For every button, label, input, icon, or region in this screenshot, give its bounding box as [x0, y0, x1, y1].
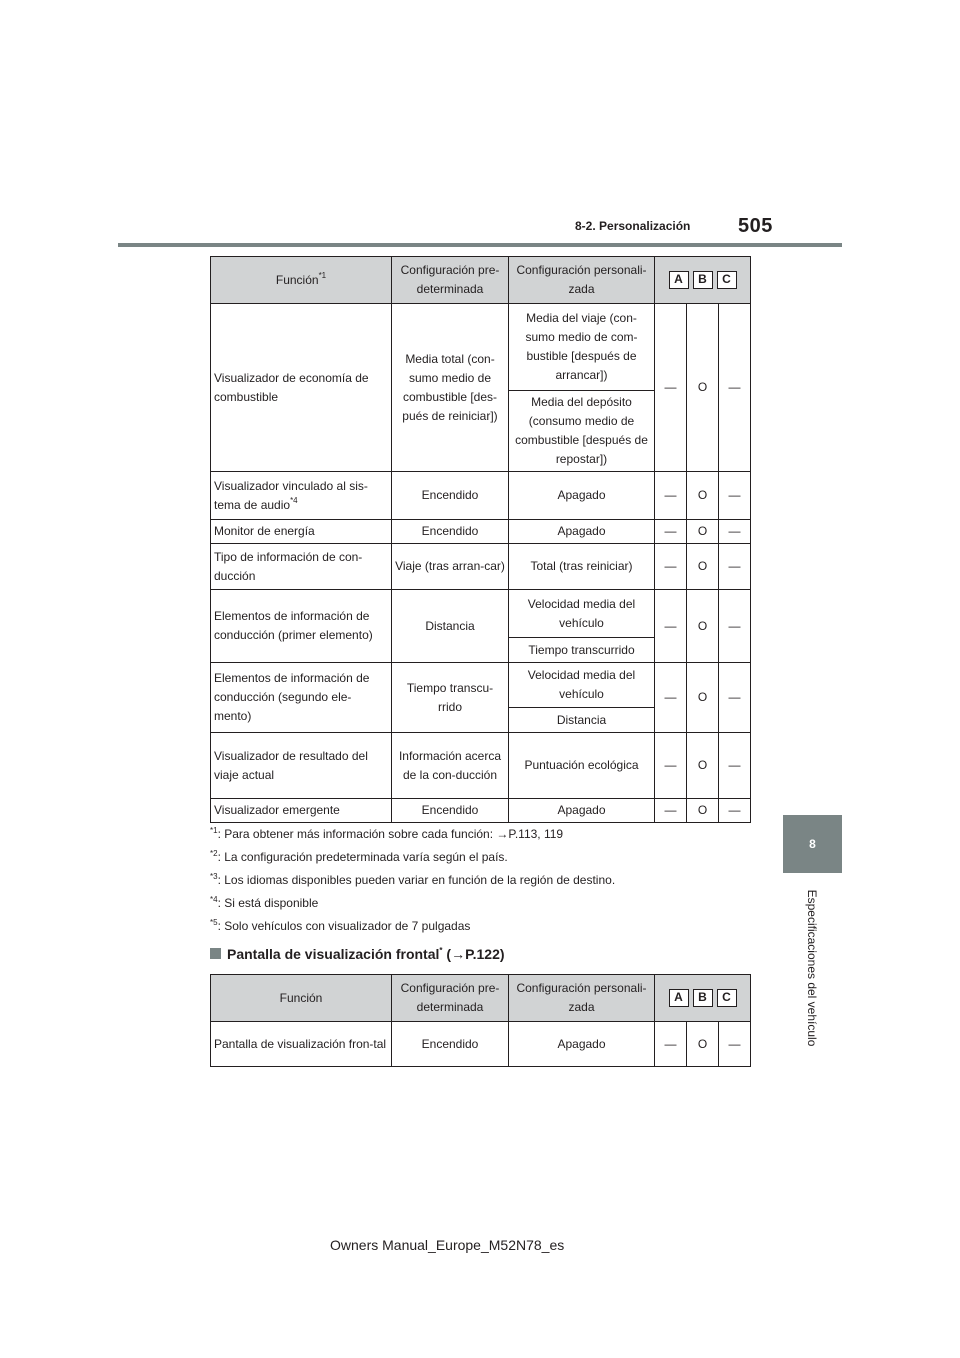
- footnotes: [210, 826, 770, 941]
- chapter-tab[interactable]: 8: [783, 815, 842, 873]
- cell-default: Encendido: [392, 472, 509, 520]
- table-row: [211, 472, 751, 520]
- footnote: $^{*4}$: Si está disponible: [210, 895, 319, 910]
- footer-text: Owners Manual_Europe_M52N78_es: [330, 1237, 565, 1253]
- cell-custom: Puntuación ecológica: [509, 733, 655, 799]
- table-header-row: [211, 975, 751, 1022]
- header-function: Función: [211, 975, 392, 1022]
- table-row: [211, 304, 751, 391]
- cell-b: O: [687, 520, 719, 544]
- page-number: 505: [738, 215, 773, 237]
- header-abc: [655, 975, 751, 1022]
- cell-default: Distancia: [392, 590, 509, 663]
- cell-b: O: [687, 799, 719, 823]
- cell-custom: Tiempo transcurrido: [509, 638, 655, 663]
- cell-a: —: [655, 733, 687, 799]
- table-row: [211, 663, 751, 708]
- cell-default: Encendido: [392, 520, 509, 544]
- cell-default: Encendido: [392, 1022, 509, 1067]
- cell-function: Elementos de información de conducción (primer elemento): [211, 590, 392, 663]
- table-header-row: [211, 257, 751, 304]
- cell-a: —: [655, 304, 687, 472]
- cell-b: O: [687, 472, 719, 520]
- cell-function: Elementos de información de conducción (segundo ele-mento): [211, 663, 392, 733]
- table-row: [211, 733, 751, 799]
- cell-custom: Media del viaje (con-sumo medio de com-bustible [después de arrancar]): [509, 304, 655, 391]
- square-bullet-icon: [210, 948, 221, 959]
- footnote: $^{*3}$: Los idiomas disponibles pueden variar en función de la región de destino.: [210, 872, 616, 887]
- cell-c: —: [719, 304, 751, 472]
- cell-default: Viaje (tras arran-car): [392, 544, 509, 590]
- cell-custom: Velocidad media del vehículo: [509, 663, 655, 708]
- cell-c: —: [719, 520, 751, 544]
- cell-b: O: [687, 1022, 719, 1067]
- cell-custom: Apagado: [509, 799, 655, 823]
- header-function: Función$^{*1}$: [211, 257, 392, 304]
- footnote: $^{*5}$: Solo vehículos con visualizador de 7 pulgadas: [210, 918, 471, 933]
- cell-a: —: [655, 520, 687, 544]
- hud-table: [210, 974, 751, 1067]
- table-row: [211, 520, 751, 544]
- cell-b: O: [687, 544, 719, 590]
- cell-c: —: [719, 590, 751, 663]
- footnote: $^{*1}$: Para obtener más información sobre cada función: →P.113, 119: [210, 826, 564, 841]
- cell-c: —: [719, 1022, 751, 1067]
- cell-c: —: [719, 733, 751, 799]
- cell-custom: Media del depósito (consumo medio de combustible [después de repostar]): [509, 391, 655, 472]
- table-row: [211, 1022, 751, 1067]
- cell-custom: Total (tras reiniciar): [509, 544, 655, 590]
- table-row: [211, 544, 751, 590]
- column-a-label: A: [669, 989, 689, 1007]
- cell-function: Pantalla de visualización fron-tal: [211, 1022, 392, 1067]
- cell-a: —: [655, 663, 687, 733]
- cell-a: —: [655, 799, 687, 823]
- customization-table: [210, 256, 751, 823]
- cell-b: O: [687, 663, 719, 733]
- column-c-label: C: [717, 989, 737, 1007]
- cell-function: Visualizador de economía de combustible: [211, 304, 392, 472]
- header-default: Configuración pre-determinada: [392, 257, 509, 304]
- table-row: [211, 590, 751, 638]
- header-rule: [118, 243, 842, 247]
- chapter-title: Especificaciones del vehículo: [805, 889, 819, 1047]
- cell-a: —: [655, 590, 687, 663]
- column-c-label: C: [717, 271, 737, 289]
- cell-custom: Apagado: [509, 472, 655, 520]
- cell-custom: Distancia: [509, 708, 655, 733]
- section-title: 8-2. Personalización: [575, 219, 691, 233]
- cell-default: Encendido: [392, 799, 509, 823]
- header-abc: [655, 257, 751, 304]
- page-reference-link[interactable]: (→P.122): [442, 946, 505, 962]
- cell-a: —: [655, 1022, 687, 1067]
- cell-a: —: [655, 472, 687, 520]
- cell-default: Tiempo transcu-rrido: [392, 663, 509, 733]
- cell-c: —: [719, 799, 751, 823]
- footnote: $^{*2}$: La configuración predeterminada varía según el país.: [210, 849, 508, 864]
- cell-c: —: [719, 663, 751, 733]
- cell-function: Visualizador de resultado del viaje actual: [211, 733, 392, 799]
- cell-a: —: [655, 544, 687, 590]
- cell-function: Monitor de energía: [211, 520, 392, 544]
- cell-function: Visualizador vinculado al sis-tema de audio$^{*4}$: [211, 472, 392, 520]
- subsection-heading: Pantalla de visualización frontal* (→P.122): [210, 946, 505, 962]
- cell-default: Media total (con-sumo medio de combustible [des-pués de reiniciar]): [392, 304, 509, 472]
- cell-function: Tipo de información de con-ducción: [211, 544, 392, 590]
- column-a-label: A: [669, 271, 689, 289]
- header-custom: Configuración personali-zada: [509, 975, 655, 1022]
- column-b-label: B: [693, 271, 713, 289]
- cell-b: O: [687, 590, 719, 663]
- cell-b: O: [687, 733, 719, 799]
- cell-c: —: [719, 472, 751, 520]
- column-b-label: B: [693, 989, 713, 1007]
- cell-custom: Apagado: [509, 1022, 655, 1067]
- cell-b: O: [687, 304, 719, 472]
- cell-default: Información acerca de la con-ducción: [392, 733, 509, 799]
- cell-function: Visualizador emergente: [211, 799, 392, 823]
- cell-c: —: [719, 544, 751, 590]
- cell-custom: Velocidad media del vehículo: [509, 590, 655, 638]
- cell-custom: Apagado: [509, 520, 655, 544]
- table-row: [211, 799, 751, 823]
- header-custom: Configuración personali-zada: [509, 257, 655, 304]
- header-default: Configuración pre-determinada: [392, 975, 509, 1022]
